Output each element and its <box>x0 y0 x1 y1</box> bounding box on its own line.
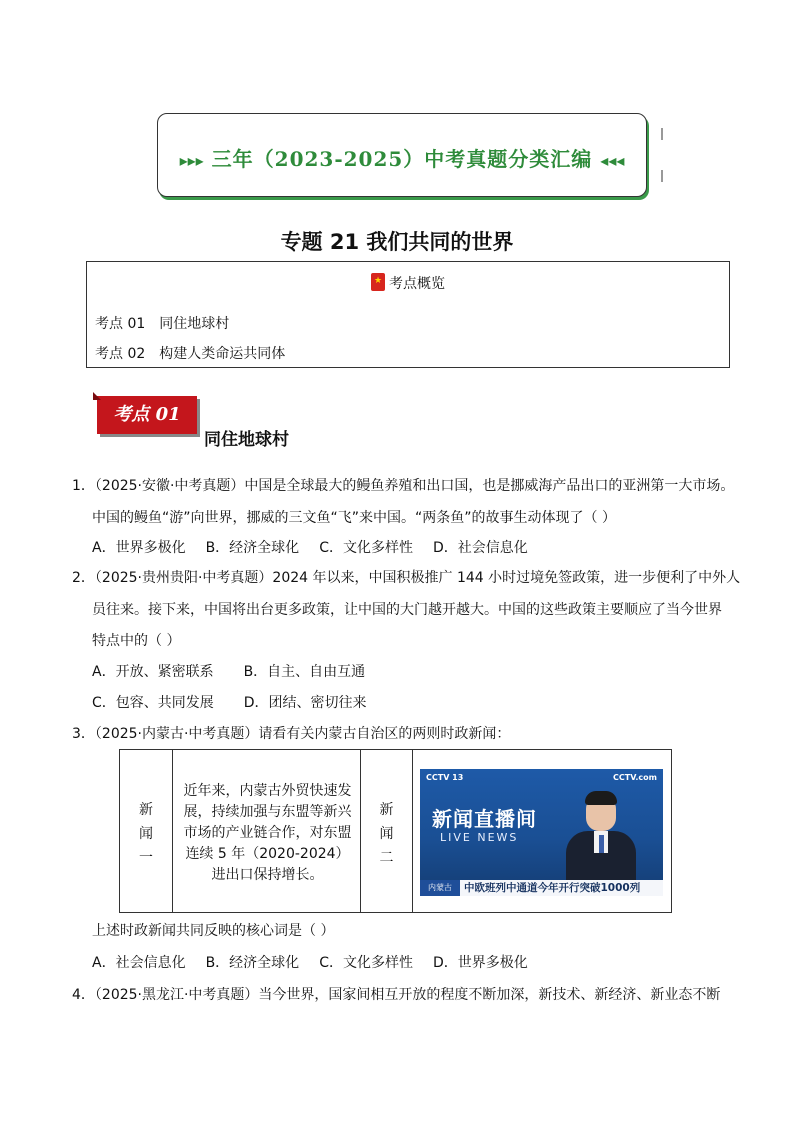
tv-ticker-text: 中欧班列中通道今年开行突破1000列 <box>464 882 641 894</box>
news-1-label-char: 闻 <box>139 826 153 842</box>
banner-title-row <box>158 143 646 172</box>
question-3-line: 上述时政新闻共同反映的核心词是（ ） <box>92 923 335 939</box>
news-broadcast-image <box>420 769 663 896</box>
header-banner <box>157 113 647 197</box>
news-1-text-cell <box>173 750 361 912</box>
cctv-logo: CCTV 13 <box>426 773 464 782</box>
overview-item-num: 考点 02 <box>95 346 146 362</box>
question-2-line: 2．（2025·贵州贵阳·中考真题）2024 年以来，中国积极推广 144 小时过境免签政策，进一步便利了中外人 <box>72 570 741 586</box>
news-2-label-char: 二 <box>379 850 394 866</box>
question-4-line: 4．（2025·黑龙江·中考真题）当今世界，国家间相互开放的程度不断加深，新技术、新经济、新业态不断 <box>72 987 721 1003</box>
news-1-label-cell <box>120 750 173 912</box>
news-2-label-cell <box>361 750 413 912</box>
option-c[interactable]: C．文化多样性 <box>319 540 413 556</box>
option-a[interactable]: A．社会信息化 <box>92 955 186 971</box>
question-3-line: 3．（2025·内蒙古·中考真题）请看有关内蒙古自治区的两则时政新闻： <box>72 726 511 742</box>
option-b[interactable]: B．自主、自由互通 <box>243 664 366 680</box>
right-arrows-icon: ◂◂◂ <box>600 151 625 170</box>
option-a[interactable]: A．世界多极化 <box>92 540 186 556</box>
option-b[interactable]: B．经济全球化 <box>205 540 300 556</box>
question-2-options <box>92 662 385 682</box>
question-2-line: 员往来。接下来，中国将出台更多政策，让中国的大门越开越大。中国的这些政策主要顺应了当今世界 <box>92 602 722 618</box>
option-c[interactable]: C．包容、共同发展 <box>92 695 214 711</box>
banner-title: 三年（2023-2025）中考真题分类汇编 <box>211 147 593 171</box>
topic-title: 专题 21 我们共同的世界 <box>280 230 514 254</box>
news-1-label-char: 新 <box>139 802 153 818</box>
news-anchor-figure <box>560 789 642 889</box>
overview-heading <box>87 273 729 293</box>
news-2-label <box>361 798 412 870</box>
overview-item-label: 同住地球村 <box>159 316 230 332</box>
question-2-line: 特点中的（ ） <box>92 633 181 649</box>
option-b[interactable]: B．经济全球化 <box>205 955 300 971</box>
left-arrows-icon: ▸▸▸ <box>179 151 204 170</box>
overview-item <box>95 313 229 333</box>
question-1-line: 中国的鳗鱼“游”向世界，挪威的三文鱼“飞”来中国。“两条鱼”的故事生动体现了（ ） <box>92 510 616 526</box>
tv-program-title: 新闻直播间 <box>432 807 537 831</box>
option-d[interactable]: D．社会信息化 <box>432 540 528 556</box>
overview-heading-text: 考点概览 <box>389 276 445 292</box>
news-2-image-cell <box>413 750 671 912</box>
question-3-options <box>92 953 548 973</box>
tv-ticker-tag: 内蒙古 <box>420 880 460 896</box>
option-d[interactable]: D．团结、密切往来 <box>243 695 367 711</box>
question-2-options <box>92 693 387 713</box>
news-1-label-char: 一 <box>139 850 153 866</box>
section-badge: 考点 01 <box>97 396 197 434</box>
option-d[interactable]: D．世界多极化 <box>432 955 528 971</box>
overview-item-label: 构建人类命运共同体 <box>159 346 286 362</box>
tv-ticker <box>420 880 663 896</box>
question-1-line: 1．（2025·安徽·中考真题）中国是全球最大的鳗鱼养殖和出口国，也是挪威海产品出口的亚洲第一大市场。 <box>72 478 735 494</box>
news-table <box>119 749 672 913</box>
question-1-options <box>92 538 548 558</box>
news-2-label-char: 闻 <box>379 826 394 842</box>
section-title: 同住地球村 <box>204 430 289 450</box>
tv-program-subtitle: LIVE NEWS <box>440 831 519 844</box>
anchor-tie <box>599 835 604 853</box>
news-2-label-char: 新 <box>379 802 394 818</box>
margin-mark <box>661 170 663 182</box>
option-a[interactable]: A．开放、紧密联系 <box>92 664 214 680</box>
overview-box <box>86 261 730 368</box>
margin-mark <box>661 128 663 140</box>
news-1-text: 近年来，内蒙古外贸快速发展，持续加强与东盟等新兴市场的产业链合作，对东盟连续 5 年（2020-2024）进出口保持增长。 <box>183 783 352 883</box>
flag-icon <box>371 273 385 291</box>
news-1-label <box>120 798 172 870</box>
anchor-hair <box>585 791 617 805</box>
overview-item <box>95 343 285 363</box>
cctv-com-logo: CCTV.com <box>613 773 657 782</box>
option-c[interactable]: C．文化多样性 <box>319 955 413 971</box>
overview-item-num: 考点 01 <box>95 316 146 332</box>
